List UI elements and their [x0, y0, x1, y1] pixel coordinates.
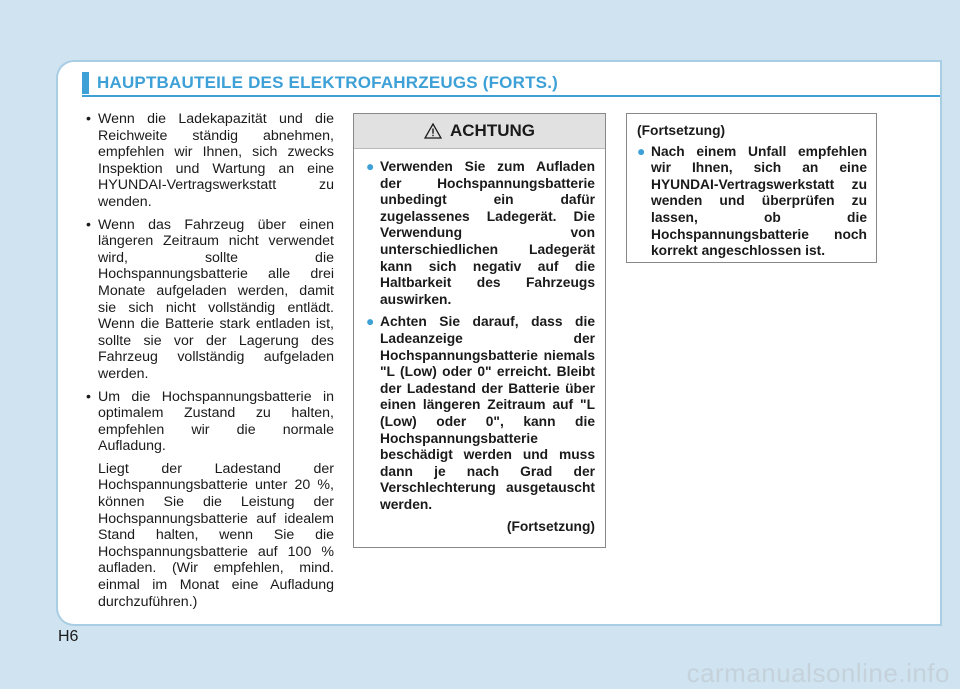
note-item: ● Nach einem Unfall empfehlen wir Ihnen, sich an eine HYUNDAI-Vertragswerkstatt zu wenden und überprüfen zu lassen, ob die Hochspannungsbatterie noch korrekt angeschlossen ist.	[637, 143, 867, 259]
list-item: • Wenn die Ladekapazität und die Reichweite ständig abnehmen, empfehlen wir Ihnen, sich zwecks Inspektion und Wartung an eine HYUNDAI-Vertragswerkstatt zu wenden.	[86, 111, 334, 210]
page-number: H6	[58, 628, 79, 645]
warning-header	[354, 114, 605, 149]
watermark-text: carmanualsonline.info	[686, 658, 950, 688]
warning-box	[353, 113, 606, 548]
blue-dot-icon: ●	[366, 159, 375, 174]
blue-dot-icon: ●	[366, 314, 375, 330]
header-rule	[82, 95, 940, 97]
body-paragraph: Liegt der Ladestand der Hochspannungsbatterie unter 20 %, können Sie die Leistung der Hochspannungsbatterie auf idealem Stand halten, wenn Sie die Hochspannungsbatterie auf 100 % aufladen. (Wir empfehlen, mind. einmal im Monat eine Aufladung durchzuführen.)	[98, 460, 334, 610]
left-column	[86, 111, 334, 610]
section-header	[82, 71, 940, 95]
bullet-icon: •	[86, 111, 91, 127]
list-item: • Um die Hochspannungsbatterie in optimalem Zustand zu halten, empfehlen wir die normale Aufladung.	[86, 388, 334, 455]
warning-title: ACHTUNG	[450, 121, 535, 140]
section-title: HAUPTBAUTEILE DES ELEKTROFAHRZEUGS (FORTS.)	[97, 73, 558, 92]
list-item: • Wenn das Fahrzeug über einen längeren Zeitraum nicht verwendet wird, sollte die Hochspannungsbatterie alle drei Monate aufgeladen werden, damit sie sich nicht vollständig entlädt. Wenn die Batterie stark entladen ist, sollte sie vor der Lagerung des Fahrzeug vollständig aufgeladen werden.	[86, 216, 334, 382]
bullet-list	[86, 111, 334, 455]
blue-dot-icon: ●	[637, 143, 646, 159]
header-accent-bar	[82, 72, 89, 94]
note-heading: (Fortsetzung)	[637, 123, 726, 138]
warning-body	[354, 149, 605, 536]
note-box	[626, 113, 877, 263]
warning-item: ● Achten Sie darauf, dass die Ladeanzeige der Hochspannungsbatterie niemals "L (Low) oder 0" erreicht. Bleibt der Ladestand der Batterie über einen längeren Zeitraum auf "L (Low) oder 0", kann die Hochspannungsbatterie beschädigt werden und muss dann je nach Grad der Verschlechterung ausgetauscht werden.	[366, 314, 595, 512]
bullet-icon: •	[86, 388, 91, 405]
bullet-icon: •	[86, 216, 91, 233]
warning-triangle-icon	[424, 123, 442, 139]
continued-label: (Fortsetzung)	[506, 519, 595, 535]
warning-item: ● Verwenden Sie zum Aufladen der Hochspannungsbatterie unbedingt ein dafür zugelassenes Ladegerät. Die Verwendung von unterschiedlichen Ladegerät kann sich negativ auf die Haltbarkeit des Fahrzeugs auswirken.	[366, 159, 595, 307]
